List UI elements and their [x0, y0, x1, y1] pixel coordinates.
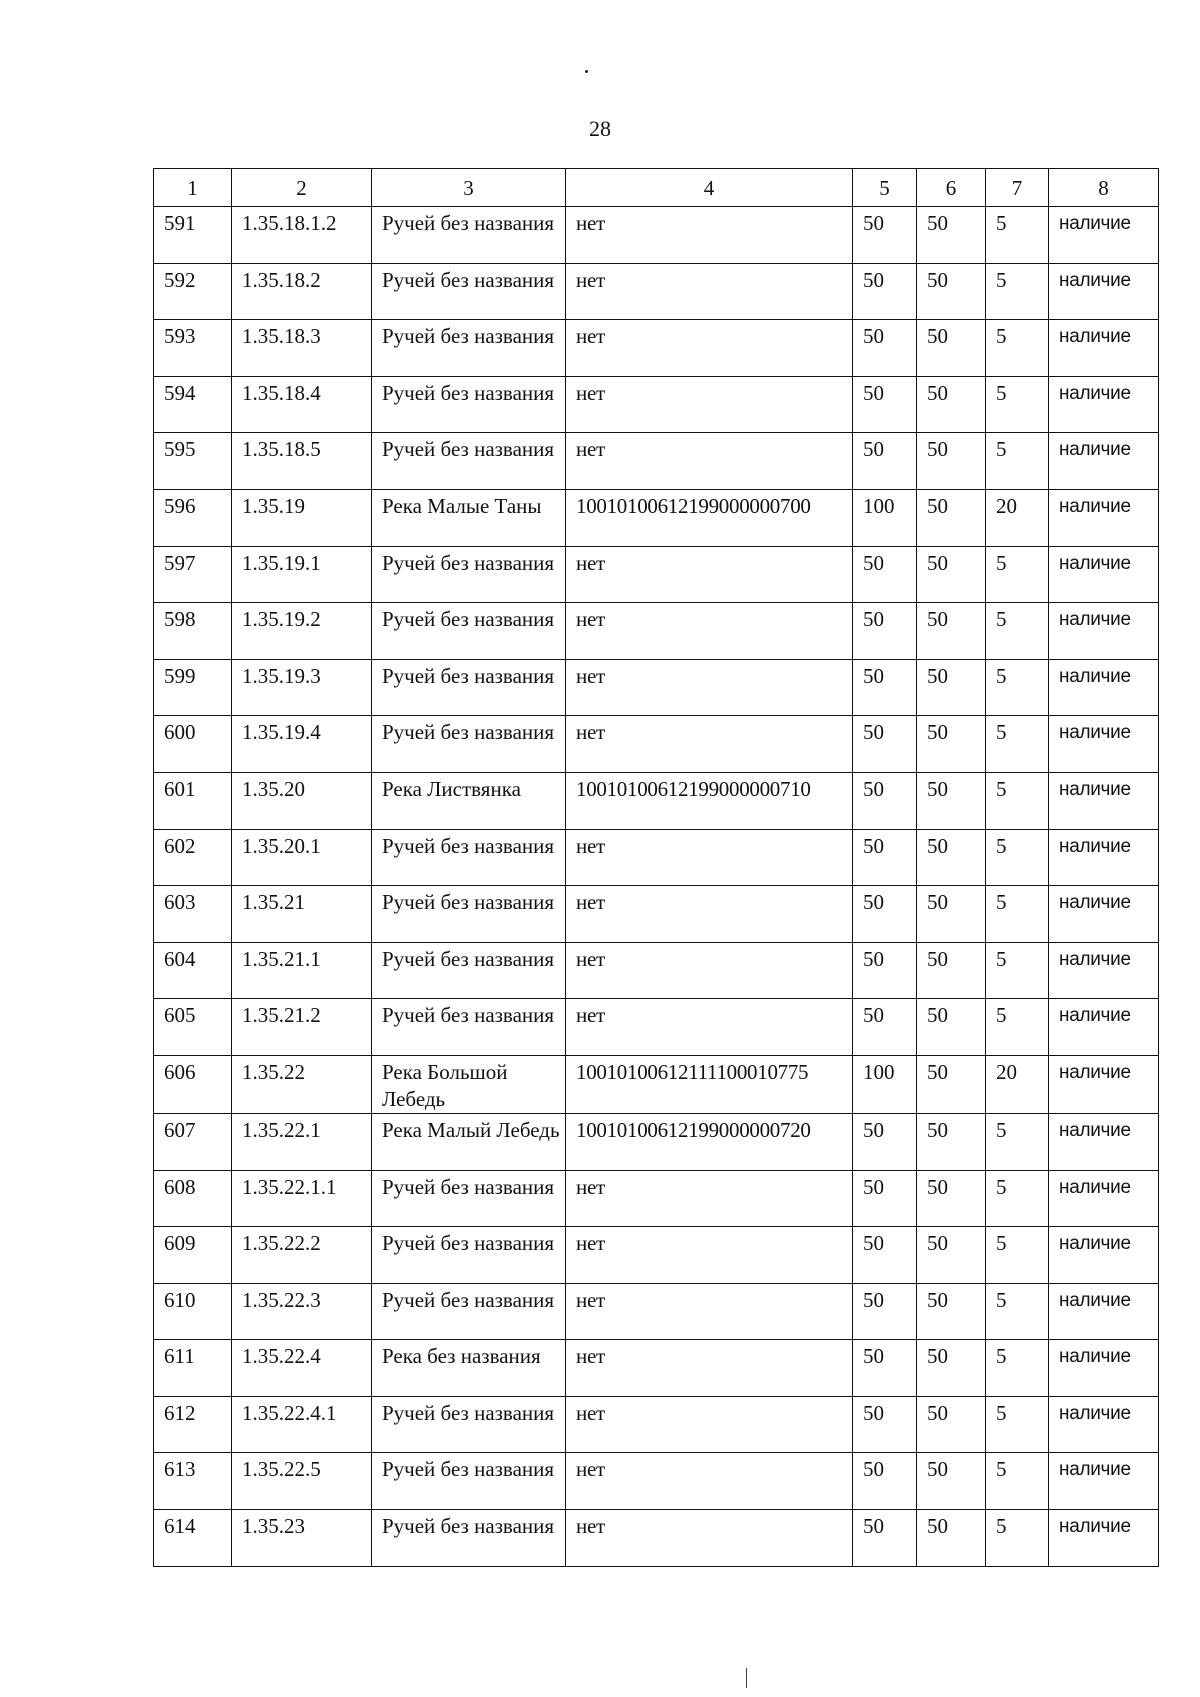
object-name: Ручей без названия — [372, 942, 566, 999]
water-bodies-table — [153, 168, 1159, 1567]
value-col5: 50 — [853, 263, 917, 320]
registry-code — [566, 829, 853, 886]
value-col7: 5 — [986, 886, 1049, 943]
value-col6: 50 — [917, 433, 986, 490]
table-header-row — [154, 169, 1159, 207]
page-number: 28 — [589, 116, 611, 141]
object-name: Река Листвянка — [372, 772, 566, 829]
registry-code-text: нет — [576, 946, 605, 971]
registry-code-text: 10010100612199000000700 — [576, 493, 811, 518]
value-col6: 50 — [917, 1510, 986, 1567]
object-code: 1.35.22.4 — [232, 1340, 372, 1397]
row-number: 604 — [154, 942, 232, 999]
registry-code — [566, 263, 853, 320]
value-col7: 5 — [986, 659, 1049, 716]
object-code: 1.35.19.3 — [232, 659, 372, 716]
value-col5: 50 — [853, 1283, 917, 1340]
registry-code — [566, 1055, 853, 1113]
value-col5: 50 — [853, 320, 917, 377]
presence-status: наличие — [1049, 603, 1159, 660]
object-code: 1.35.18.5 — [232, 433, 372, 490]
registry-code — [566, 1510, 853, 1567]
column-header-4: 4 — [566, 169, 853, 207]
registry-code-text: нет — [576, 1457, 605, 1482]
row-number: 614 — [154, 1510, 232, 1567]
table-row — [154, 1396, 1159, 1453]
scan-mark — [746, 1668, 747, 1688]
registry-code-text: нет — [576, 1287, 605, 1312]
table-row — [154, 1113, 1159, 1170]
value-col5: 50 — [853, 1227, 917, 1284]
registry-code — [566, 546, 853, 603]
object-code: 1.35.19.1 — [232, 546, 372, 603]
row-number: 602 — [154, 829, 232, 886]
value-col5: 50 — [853, 376, 917, 433]
row-number: 596 — [154, 489, 232, 546]
value-col6: 50 — [917, 376, 986, 433]
registry-code-text: нет — [576, 663, 605, 688]
presence-status: наличие — [1049, 207, 1159, 264]
registry-code — [566, 1113, 853, 1170]
object-name: Река Большой Лебедь — [372, 1055, 566, 1113]
value-col5: 50 — [853, 772, 917, 829]
value-col5: 50 — [853, 1510, 917, 1567]
presence-status: наличие — [1049, 1453, 1159, 1510]
column-header-2: 2 — [232, 169, 372, 207]
object-code: 1.35.22.1 — [232, 1113, 372, 1170]
presence-status: наличие — [1049, 1170, 1159, 1227]
row-number: 610 — [154, 1283, 232, 1340]
value-col7: 20 — [986, 1055, 1049, 1113]
value-col7: 5 — [986, 320, 1049, 377]
value-col7: 5 — [986, 1396, 1049, 1453]
registry-code-text: нет — [576, 1003, 605, 1028]
table-row — [154, 772, 1159, 829]
value-col6: 50 — [917, 1396, 986, 1453]
object-name: Река без названия — [372, 1340, 566, 1397]
presence-status: наличие — [1049, 320, 1159, 377]
value-col7: 5 — [986, 942, 1049, 999]
value-col7: 5 — [986, 546, 1049, 603]
value-col5: 50 — [853, 942, 917, 999]
registry-code-text: нет — [576, 550, 605, 575]
value-col6: 50 — [917, 659, 986, 716]
presence-status: наличие — [1049, 999, 1159, 1056]
table-row — [154, 999, 1159, 1056]
value-col5: 100 — [853, 489, 917, 546]
row-number: 612 — [154, 1396, 232, 1453]
table-row — [154, 489, 1159, 546]
table-row — [154, 1340, 1159, 1397]
object-name: Ручей без названия — [372, 829, 566, 886]
value-col7: 5 — [986, 1227, 1049, 1284]
value-col6: 50 — [917, 942, 986, 999]
value-col6: 50 — [917, 1170, 986, 1227]
presence-status: наличие — [1049, 376, 1159, 433]
value-col5: 50 — [853, 1170, 917, 1227]
row-number: 607 — [154, 1113, 232, 1170]
presence-status: наличие — [1049, 433, 1159, 490]
row-number: 599 — [154, 659, 232, 716]
table-row — [154, 1510, 1159, 1567]
object-name: Ручей без названия — [372, 207, 566, 264]
object-name: Река Малый Лебедь — [372, 1113, 566, 1170]
object-code: 1.35.20.1 — [232, 829, 372, 886]
table-row — [154, 942, 1159, 999]
table-row — [154, 1170, 1159, 1227]
table-row — [154, 1453, 1159, 1510]
table-row — [154, 433, 1159, 490]
presence-status: наличие — [1049, 772, 1159, 829]
registry-code-text: нет — [576, 833, 605, 858]
object-code: 1.35.18.3 — [232, 320, 372, 377]
table-row — [154, 376, 1159, 433]
object-code: 1.35.21 — [232, 886, 372, 943]
row-number: 606 — [154, 1055, 232, 1113]
column-header-1: 1 — [154, 169, 232, 207]
object-code: 1.35.23 — [232, 1510, 372, 1567]
value-col5: 50 — [853, 433, 917, 490]
registry-code-text: нет — [576, 1344, 605, 1369]
value-col5: 50 — [853, 999, 917, 1056]
value-col6: 50 — [917, 546, 986, 603]
table-row — [154, 829, 1159, 886]
value-col7: 5 — [986, 1340, 1049, 1397]
value-col6: 50 — [917, 207, 986, 264]
value-col7: 5 — [986, 1283, 1049, 1340]
value-col6: 50 — [917, 1283, 986, 1340]
column-header-3: 3 — [372, 169, 566, 207]
registry-code — [566, 433, 853, 490]
value-col7: 5 — [986, 433, 1049, 490]
presence-status: наличие — [1049, 1283, 1159, 1340]
registry-code-text: нет — [576, 324, 605, 349]
object-code: 1.35.18.1.2 — [232, 207, 372, 264]
value-col6: 50 — [917, 320, 986, 377]
registry-code-text: нет — [576, 1400, 605, 1425]
registry-code — [566, 999, 853, 1056]
value-col7: 5 — [986, 772, 1049, 829]
presence-status: наличие — [1049, 546, 1159, 603]
object-name: Ручей без названия — [372, 659, 566, 716]
object-code: 1.35.22.1.1 — [232, 1170, 372, 1227]
registry-code — [566, 1170, 853, 1227]
value-col7: 5 — [986, 603, 1049, 660]
table-row — [154, 603, 1159, 660]
value-col6: 50 — [917, 489, 986, 546]
object-name: Река Малые Таны — [372, 489, 566, 546]
value-col5: 50 — [853, 1396, 917, 1453]
value-col5: 50 — [853, 1113, 917, 1170]
row-number: 600 — [154, 716, 232, 773]
table-row — [154, 263, 1159, 320]
value-col7: 5 — [986, 207, 1049, 264]
value-col6: 50 — [917, 1453, 986, 1510]
column-header-5: 5 — [853, 169, 917, 207]
row-number: 613 — [154, 1453, 232, 1510]
registry-code-text: 10010100612111100010775 — [576, 1059, 809, 1084]
registry-code — [566, 1396, 853, 1453]
registry-code-text: нет — [576, 1231, 605, 1256]
object-code: 1.35.21.1 — [232, 942, 372, 999]
value-col5: 50 — [853, 603, 917, 660]
object-name: Ручей без названия — [372, 999, 566, 1056]
registry-code-text: 10010100612199000000720 — [576, 1117, 811, 1142]
registry-code-text: нет — [576, 1174, 605, 1199]
value-col6: 50 — [917, 772, 986, 829]
table-row — [154, 659, 1159, 716]
value-col6: 50 — [917, 603, 986, 660]
registry-code — [566, 1340, 853, 1397]
object-code: 1.35.22.2 — [232, 1227, 372, 1284]
value-col6: 50 — [917, 999, 986, 1056]
row-number: 597 — [154, 546, 232, 603]
table-row — [154, 716, 1159, 773]
object-name: Ручей без названия — [372, 716, 566, 773]
registry-code — [566, 772, 853, 829]
object-name: Ручей без названия — [372, 886, 566, 943]
value-col5: 50 — [853, 886, 917, 943]
row-number: 594 — [154, 376, 232, 433]
object-name: Ручей без названия — [372, 433, 566, 490]
registry-code — [566, 942, 853, 999]
registry-code — [566, 659, 853, 716]
registry-code-text: нет — [576, 1514, 605, 1539]
registry-code-text: нет — [576, 437, 605, 462]
row-number: 592 — [154, 263, 232, 320]
registry-code-text: нет — [576, 211, 605, 235]
registry-code — [566, 1453, 853, 1510]
scan-dot — [585, 70, 588, 73]
value-col5: 100 — [853, 1055, 917, 1113]
value-col5: 50 — [853, 1453, 917, 1510]
value-col7: 5 — [986, 263, 1049, 320]
value-col5: 50 — [853, 207, 917, 264]
value-col6: 50 — [917, 1227, 986, 1284]
value-col7: 5 — [986, 999, 1049, 1056]
presence-status: наличие — [1049, 1340, 1159, 1397]
value-col6: 50 — [917, 1055, 986, 1113]
registry-code — [566, 1227, 853, 1284]
object-code: 1.35.19.2 — [232, 603, 372, 660]
object-code: 1.35.22.5 — [232, 1453, 372, 1510]
value-col5: 50 — [853, 546, 917, 603]
registry-code — [566, 886, 853, 943]
table-row — [154, 320, 1159, 377]
registry-code — [566, 489, 853, 546]
value-col5: 50 — [853, 1340, 917, 1397]
row-number: 601 — [154, 772, 232, 829]
object-name: Ручей без названия — [372, 1227, 566, 1284]
row-number: 608 — [154, 1170, 232, 1227]
value-col7: 5 — [986, 376, 1049, 433]
object-code: 1.35.18.2 — [232, 263, 372, 320]
value-col7: 5 — [986, 1453, 1049, 1510]
object-code: 1.35.20 — [232, 772, 372, 829]
registry-code-text: 10010100612199000000710 — [576, 776, 811, 801]
value-col6: 50 — [917, 716, 986, 773]
column-header-8: 8 — [1049, 169, 1159, 207]
presence-status: наличие — [1049, 886, 1159, 943]
object-name: Ручей без названия — [372, 320, 566, 377]
value-col6: 50 — [917, 1113, 986, 1170]
object-code: 1.35.19.4 — [232, 716, 372, 773]
presence-status: наличие — [1049, 659, 1159, 716]
table-row — [154, 546, 1159, 603]
registry-code-text: нет — [576, 607, 605, 632]
presence-status: наличие — [1049, 829, 1159, 886]
object-code: 1.35.22.3 — [232, 1283, 372, 1340]
presence-status: наличие — [1049, 1510, 1159, 1567]
table-row — [154, 207, 1159, 264]
object-code: 1.35.19 — [232, 489, 372, 546]
column-header-7: 7 — [986, 169, 1049, 207]
value-col5: 50 — [853, 716, 917, 773]
registry-code — [566, 320, 853, 377]
row-number: 591 — [154, 207, 232, 264]
row-number: 609 — [154, 1227, 232, 1284]
row-number: 611 — [154, 1340, 232, 1397]
table-body — [154, 207, 1159, 1567]
registry-code-text: нет — [576, 380, 605, 405]
table-row — [154, 1283, 1159, 1340]
value-col7: 5 — [986, 1170, 1049, 1227]
row-number: 603 — [154, 886, 232, 943]
row-number: 595 — [154, 433, 232, 490]
object-name: Ручей без названия — [372, 1283, 566, 1340]
object-name: Ручей без названия — [372, 1170, 566, 1227]
object-name: Ручей без названия — [372, 546, 566, 603]
registry-code-text: нет — [576, 890, 605, 915]
value-col6: 50 — [917, 829, 986, 886]
value-col7: 5 — [986, 1113, 1049, 1170]
object-name: Ручей без названия — [372, 1396, 566, 1453]
presence-status: наличие — [1049, 489, 1159, 546]
presence-status: наличие — [1049, 1113, 1159, 1170]
object-name: Ручей без названия — [372, 603, 566, 660]
object-name: Ручей без названия — [372, 1453, 566, 1510]
object-code: 1.35.22 — [232, 1055, 372, 1113]
value-col6: 50 — [917, 263, 986, 320]
registry-code — [566, 1283, 853, 1340]
presence-status: наличие — [1049, 716, 1159, 773]
row-number: 593 — [154, 320, 232, 377]
table-row — [154, 1055, 1159, 1113]
object-name: Ручей без названия — [372, 376, 566, 433]
row-number: 598 — [154, 603, 232, 660]
presence-status: наличие — [1049, 1055, 1159, 1113]
registry-code — [566, 716, 853, 773]
value-col5: 50 — [853, 659, 917, 716]
registry-code — [566, 603, 853, 660]
value-col7: 5 — [986, 829, 1049, 886]
table-row — [154, 886, 1159, 943]
value-col6: 50 — [917, 1340, 986, 1397]
presence-status: наличие — [1049, 942, 1159, 999]
registry-code-text: нет — [576, 720, 605, 745]
table-row — [154, 1227, 1159, 1284]
presence-status: наличие — [1049, 1227, 1159, 1284]
value-col5: 50 — [853, 829, 917, 886]
registry-code-text: нет — [576, 267, 605, 292]
row-number: 605 — [154, 999, 232, 1056]
object-code: 1.35.21.2 — [232, 999, 372, 1056]
presence-status: наличие — [1049, 263, 1159, 320]
column-header-6: 6 — [917, 169, 986, 207]
object-code: 1.35.22.4.1 — [232, 1396, 372, 1453]
registry-code — [566, 376, 853, 433]
presence-status: наличие — [1049, 1396, 1159, 1453]
object-name: Ручей без названия — [372, 263, 566, 320]
object-name: Ручей без названия — [372, 1510, 566, 1567]
object-code: 1.35.18.4 — [232, 376, 372, 433]
value-col7: 5 — [986, 1510, 1049, 1567]
registry-code — [566, 207, 853, 264]
value-col7: 5 — [986, 716, 1049, 773]
value-col6: 50 — [917, 886, 986, 943]
value-col7: 20 — [986, 489, 1049, 546]
